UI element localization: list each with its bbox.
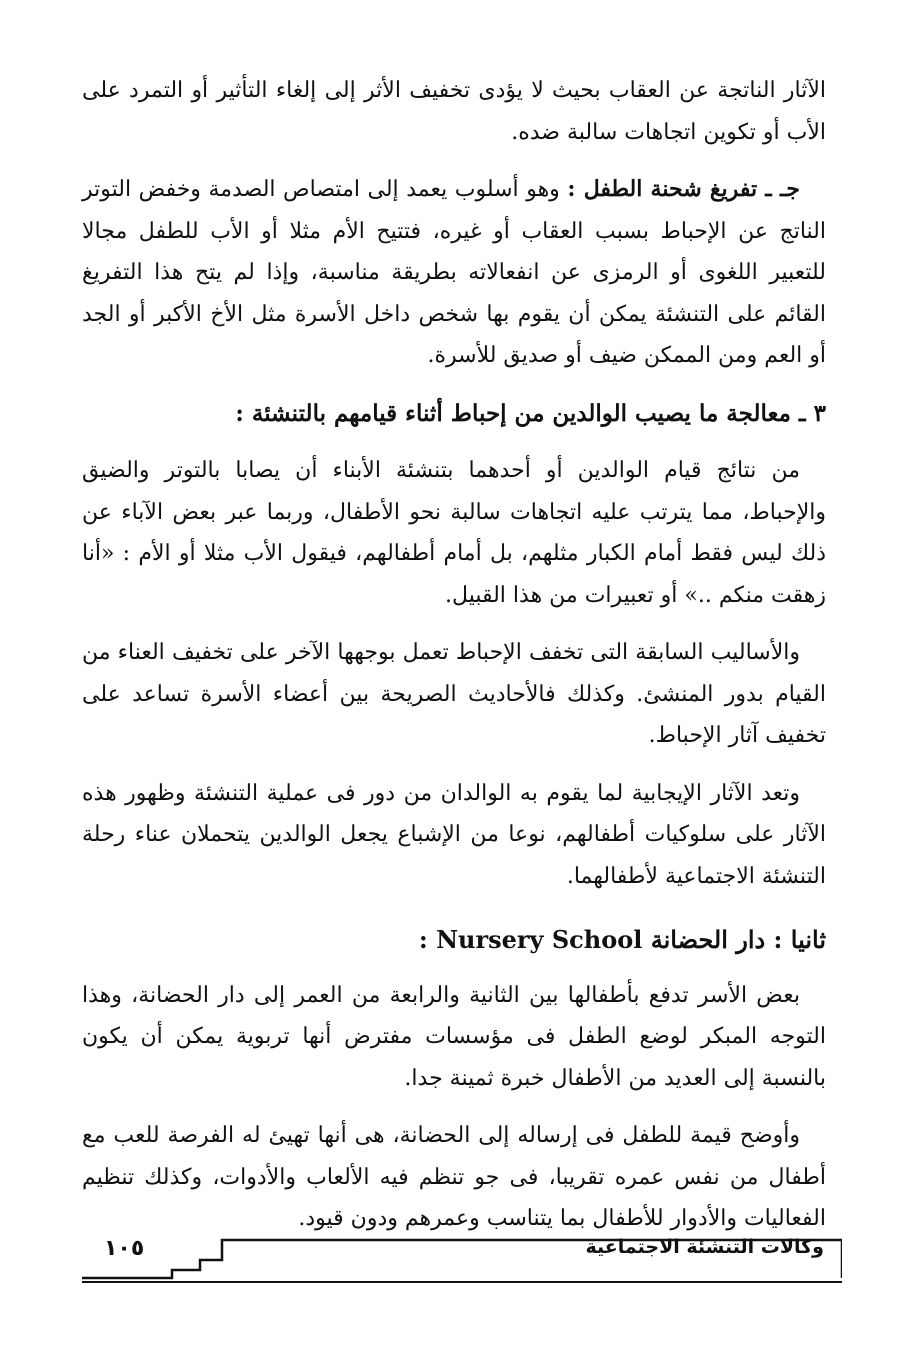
heading-english: Nursery School [436,925,643,954]
paragraph-6: بعض الأسر تدفع بأطفالها بين الثانية والرابعة من العمر إلى دار الحضانة، وهذا التوجه المبكر لوضع الطفل فى مؤسسات مفترض أنها تربوية يمكن أن يكون بالنسبة إلى العديد من الأطفال خبرة ثمينة جدا. [82,982,826,1091]
paragraph-2-lead: جـ ـ تفريغ شحنة الطفل : [567,176,800,202]
paragraph-3: من نتائج قيام الوالدين أو أحدهما بتنشئة الأبناء أن يصابا بالتوتر والضيق والإحباط، مما يترتب عليه اتجاهات سالبة نحو الأطفال، وربما عبر بعض الآباء عن ذلك ليس فقط أمام الكبار مثلهم، بل أمام أطفالهم، فيقول الأب مثلا أو الأم : «أنا زهقت منكم ..» أو تعبيرات من هذا القبيل. [82,458,826,608]
page-number: ١٠٥ [104,1236,145,1261]
paragraph-2-body: وهو أسلوب يعمد إلى امتصاص الصدمة وخفض التوتر الناتج عن الإحباط بسبب العقاب أو غيره، فتتيح الأم مثلا أو الأب للطفل مجالا للتعبير اللغوى أو الرمزى عن انفعالاته بطريقة مناسبة، وإذا لم يتح هذا التفريغ القائم على التنشئة يمكن أن يقوم بها شخص داخل الأسرة مثل الأخ الأكبر أو الجد أو العم ومن الممكن ضيف أو صديق للأسرة. [82,177,826,368]
paragraph-7: وأوضح قيمة للطفل فى إرساله إلى الحضانة، هى أنها تهيئ له الفرصة للعب مع أطفال من نفس عمره تقريبا، فى جو تنظم فيه الألعاب والأدوات، وكذلك تنظيم الفعاليات والأدوار للأطفال بما يتناسب وعمرهم ودون قيود. [82,1123,826,1231]
section-heading-3: ٣ ـ معالجة ما يصيب الوالدين من إحباط أثناء قيامهم بالتنشئة : [235,399,826,427]
body-text [82,70,826,1256]
paragraph-4: والأساليب السابقة التى تخفف الإحباط تعمل بوجهها الآخر على تخفيف العناء من القيام بدور المنشئ. وكذلك فالأحاديث الصريحة بين أعضاء الأسرة تساعد على تخفيف آثار الإحباط. [82,640,826,748]
paragraph-2 [82,169,826,377]
heading-colon: : [418,925,437,954]
heading-arabic: ثانيا : دار الحضانة [650,925,826,954]
paragraph-5: وتعد الآثار الإيجابية لما يقوم به الوالدان من دور فى عملية التنشئة وظهور هذه الآثار على سلوكيات أطفالهم، نوعا من الإشباع يجعل الوالدين يتحملان عناء رحلة التنشئة الاجتماعية لأطفالهما. [82,780,826,889]
running-title: وكالات التنشئة الاجتماعية [585,1236,824,1258]
paragraph-1: الآثار الناتجة عن العقاب بحيث لا يؤدى تخفيف الأثر إلى إلغاء التأثير أو التمرد على الأب أو تكوين اتجاهات سالبة ضده. [82,78,826,145]
section-heading-nursery [82,919,826,961]
